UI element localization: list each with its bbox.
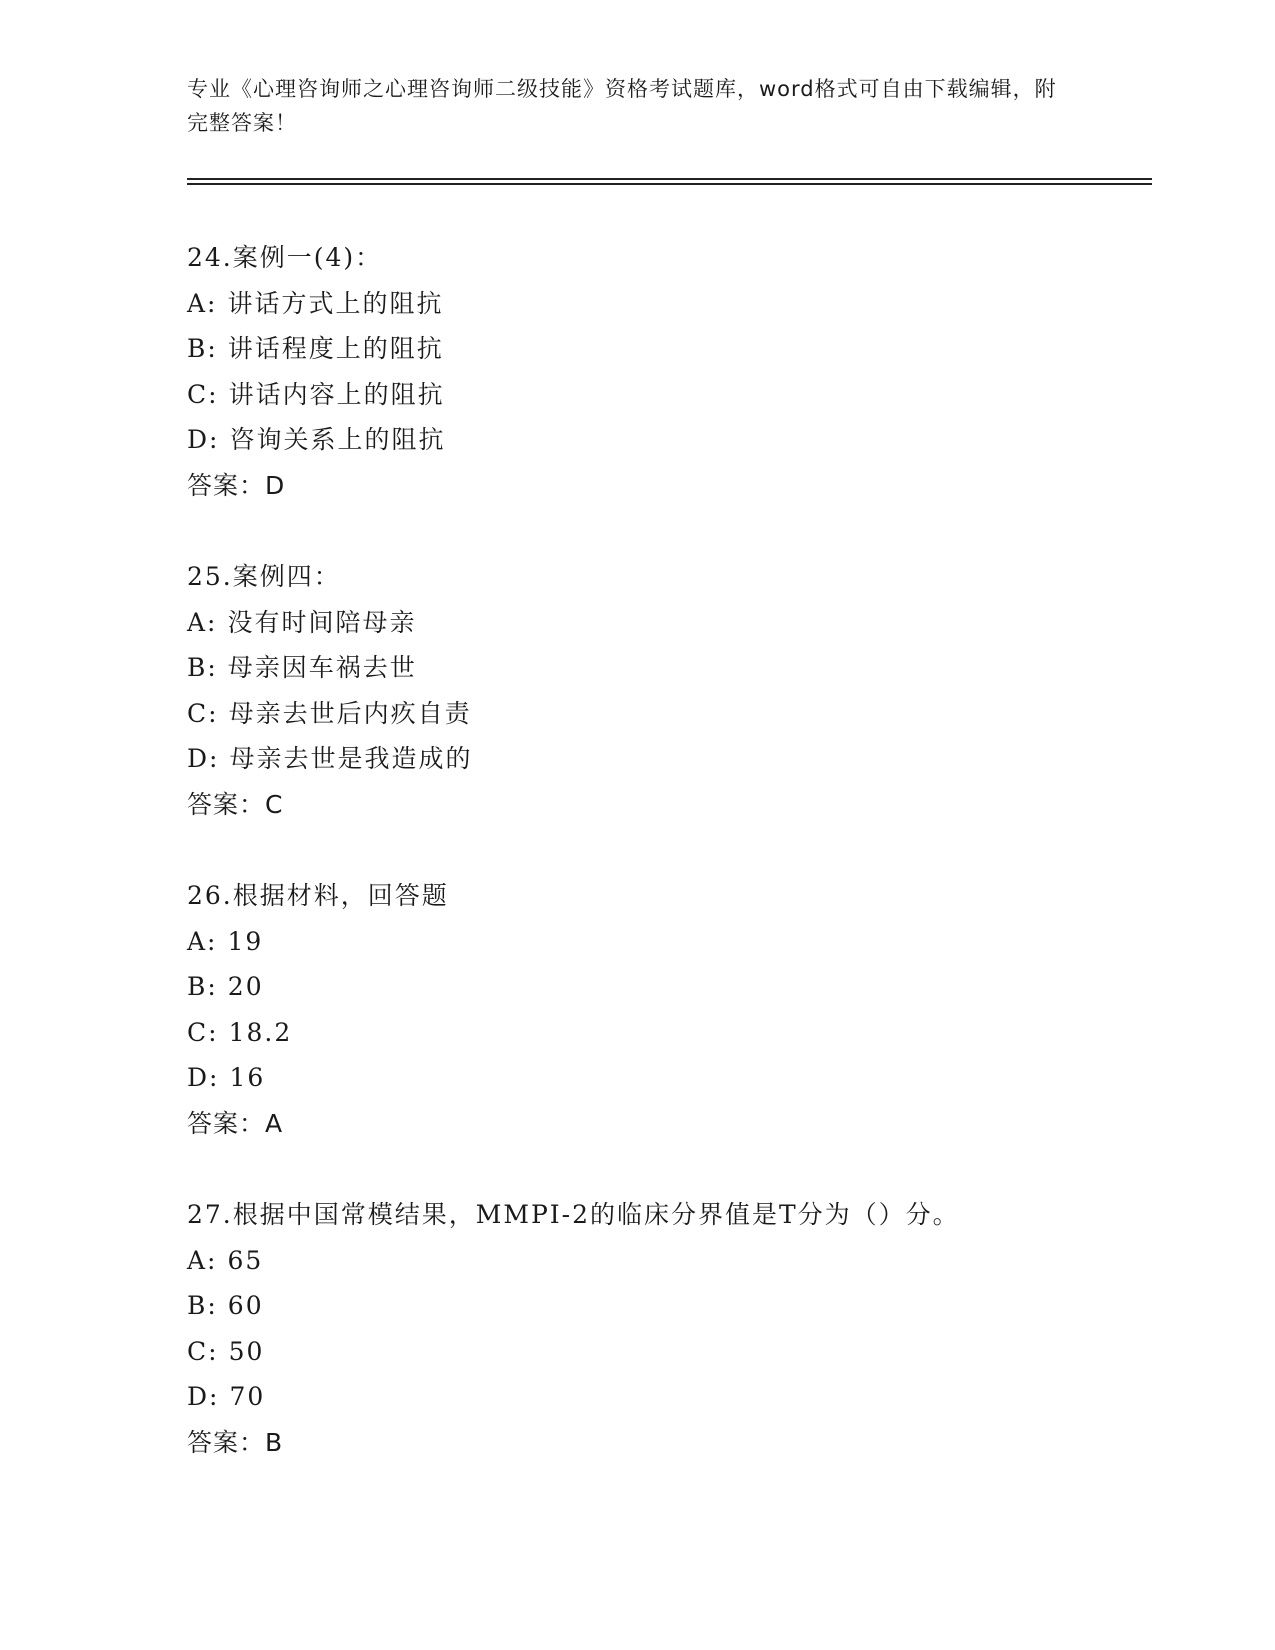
answer-line: 答案：D [187,470,286,500]
option-text: 母亲因车祸去世 [227,653,417,682]
option-a [187,281,1147,327]
question-27 [187,1192,1147,1465]
option-b [187,1283,1147,1329]
option-b [187,964,1147,1010]
option-c [187,372,1147,418]
option-text: 咨询关系上的阻抗 [229,425,446,454]
question-25 [187,554,1147,827]
option-d [187,1055,1147,1101]
option-key: B: [187,972,218,1001]
option-text: 讲话方式上的阻抗 [227,288,444,318]
document-header: 专业《心理咨询师之心理咨询师二级技能》资格考试题库，word格式可自由下载编辑，附完整答案！ [187,77,1057,135]
option-key: D: [187,1382,220,1411]
option-key: A: [187,288,218,318]
option-a [187,600,1147,646]
option-d [187,417,1147,463]
question-stem: 26.根据材料，回答题 [187,881,449,910]
option-key: D: [187,425,220,454]
option-key: A: [187,607,218,637]
option-key: C: [187,698,219,728]
header-divider-bottom [187,183,1152,185]
option-text: 19 [227,926,264,956]
question-stem: 25.案例四： [187,562,341,591]
answer-line: 答案：C [187,789,284,819]
option-a [187,919,1147,965]
option-b [187,326,1147,372]
option-text: 20 [227,972,264,1001]
option-d [187,1374,1147,1420]
option-key: B: [187,334,218,363]
option-key: C: [187,379,219,409]
option-text: 50 [228,1336,265,1366]
question-stem: 27.根据中国常模结果，MMPI-2的临床分界值是T分为（）分。 [187,1200,960,1229]
option-key: D: [187,744,220,773]
option-c [187,691,1147,737]
question-26 [187,873,1147,1146]
option-text: 18.2 [228,1017,293,1047]
option-d [187,736,1147,782]
option-text: 60 [227,1291,264,1320]
option-text: 65 [227,1245,264,1275]
option-text: 70 [229,1382,266,1411]
option-key: B: [187,1291,218,1320]
answer-line: 答案：A [187,1108,284,1138]
option-text: 讲话内容上的阻抗 [228,379,445,409]
option-text: 母亲去世是我造成的 [229,744,473,773]
option-text: 没有时间陪母亲 [227,607,417,637]
option-key: A: [187,926,218,956]
option-key: A: [187,1245,218,1275]
option-key: C: [187,1017,219,1047]
question-stem: 24.案例一(4)： [187,243,383,272]
option-key: C: [187,1336,219,1366]
option-b [187,645,1147,691]
option-key: D: [187,1063,220,1092]
option-c [187,1329,1147,1375]
option-a [187,1238,1147,1284]
question-24 [187,235,1147,508]
option-text: 16 [229,1063,266,1092]
answer-line: 答案：B [187,1427,284,1457]
option-text: 母亲去世后内疚自责 [228,698,472,728]
option-key: B: [187,653,218,682]
option-c [187,1010,1147,1056]
header-divider-top [187,178,1152,180]
option-text: 讲话程度上的阻抗 [227,334,444,363]
